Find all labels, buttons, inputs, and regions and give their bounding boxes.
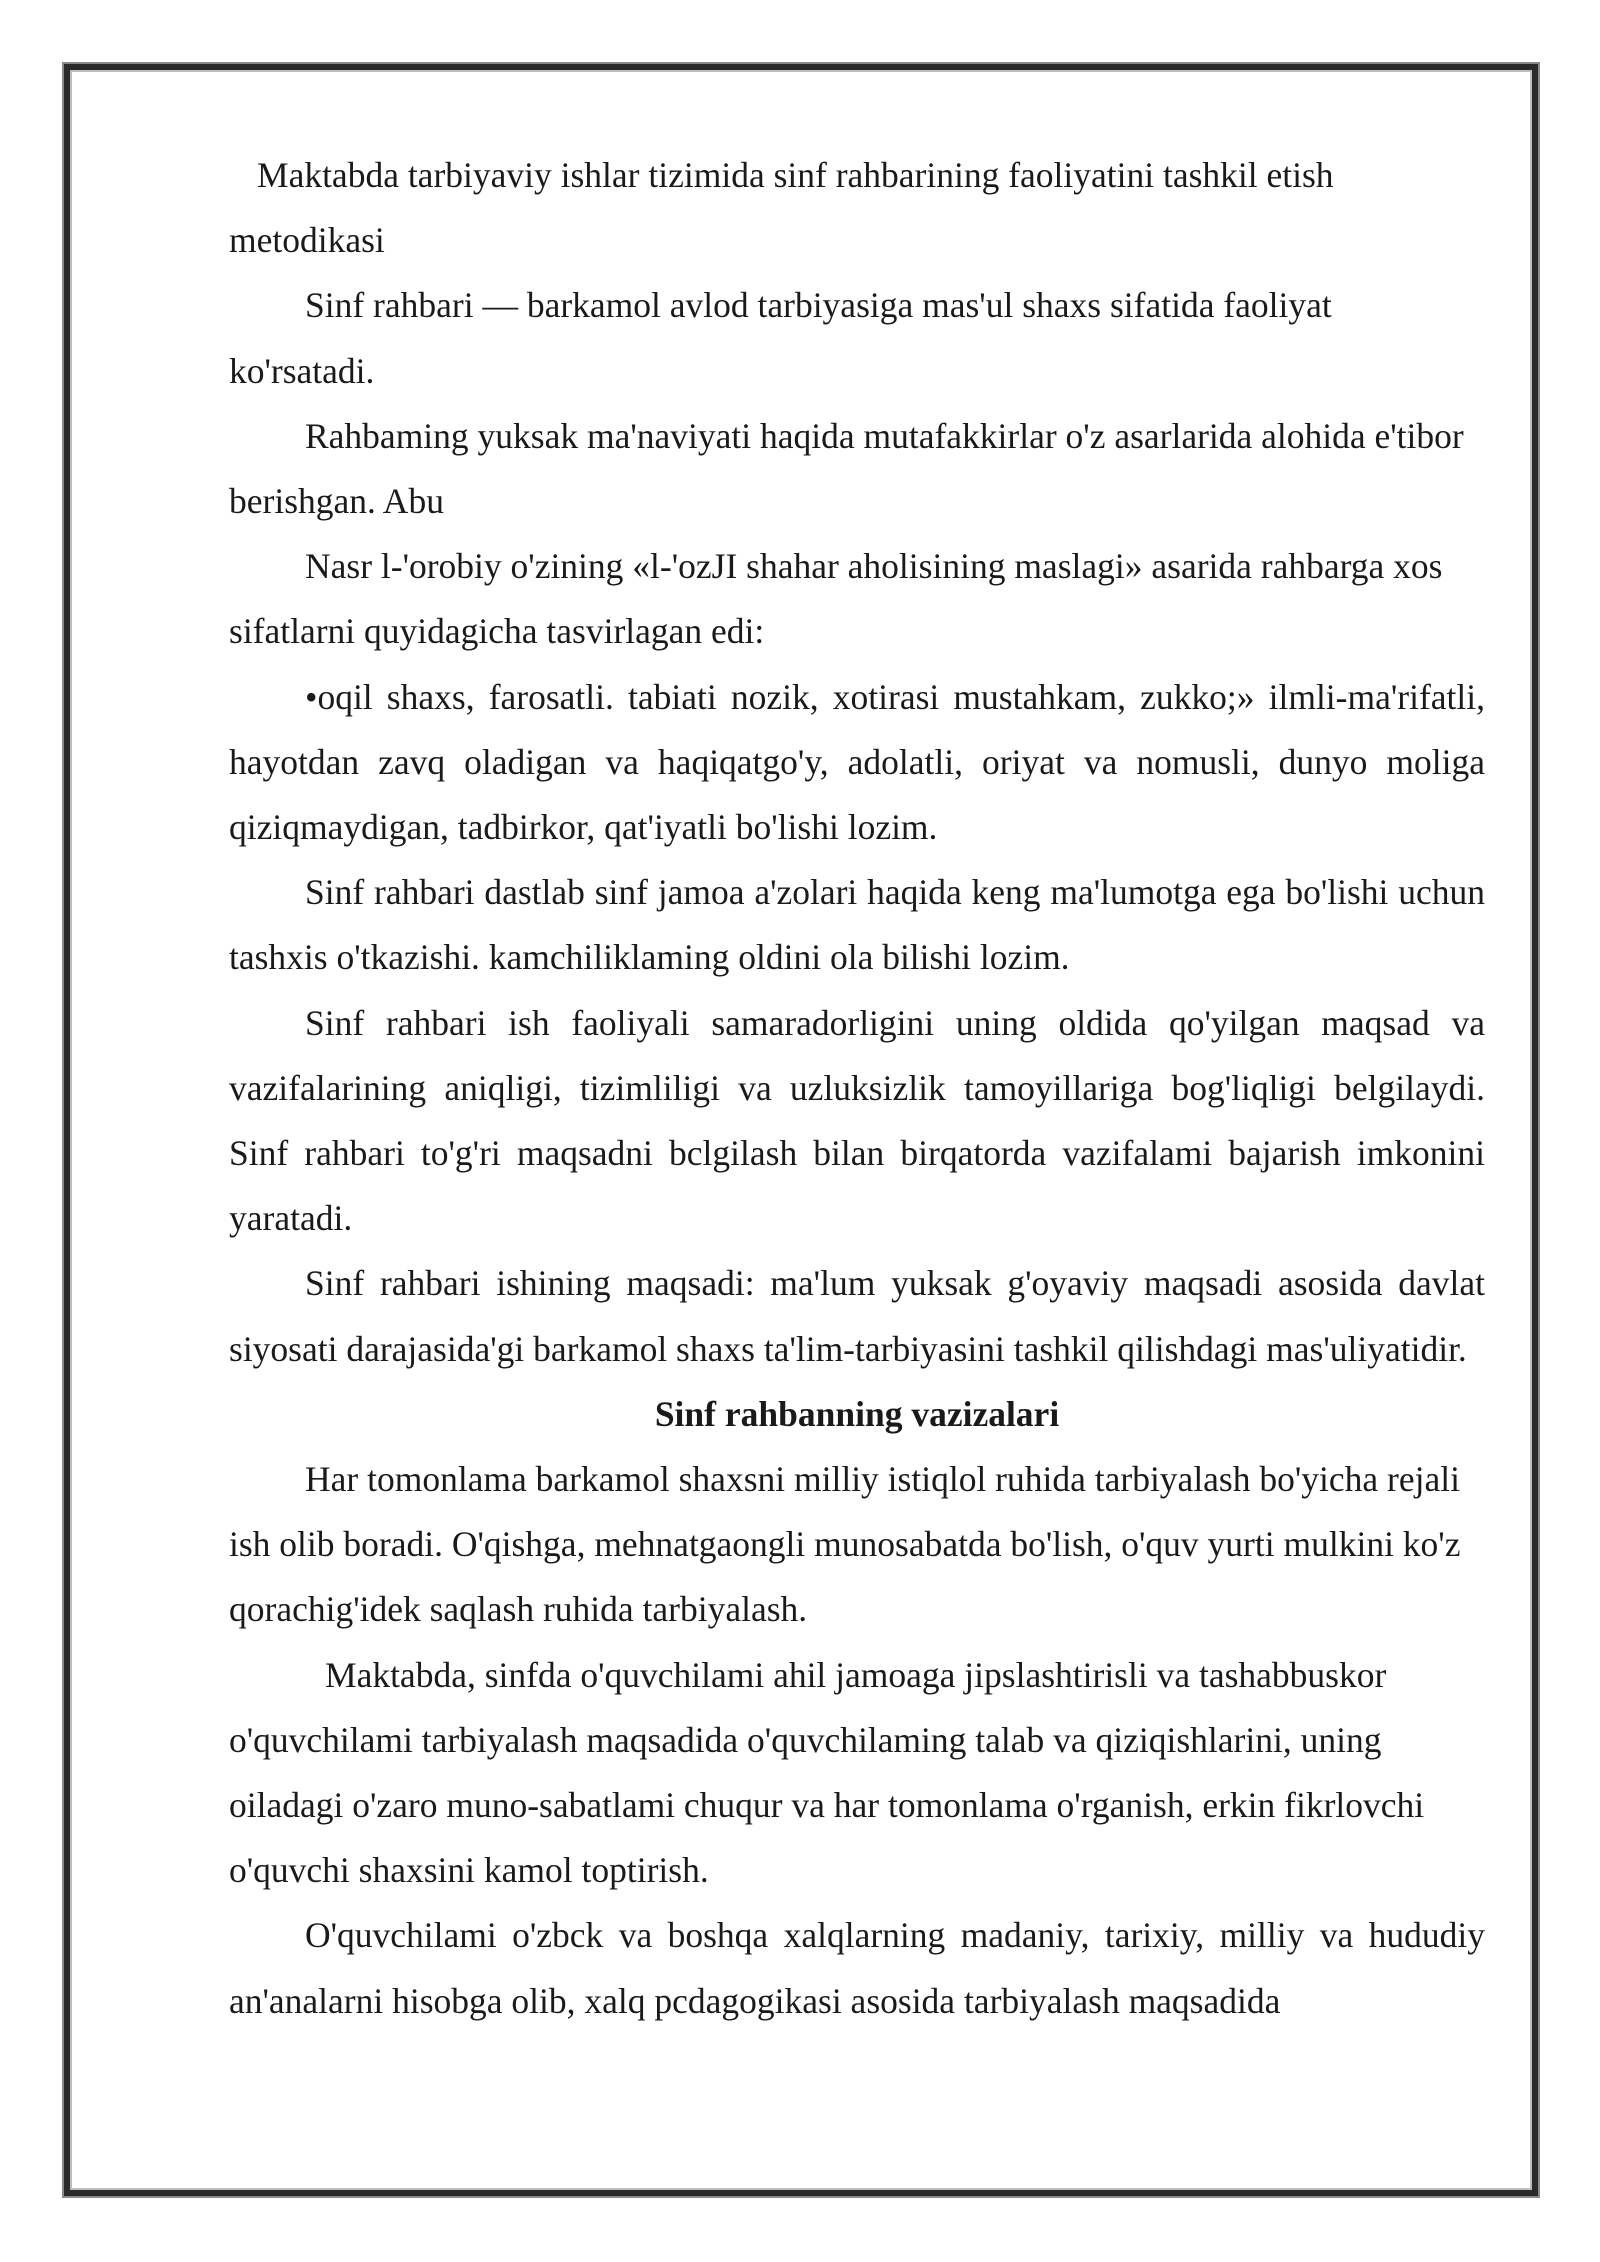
- paragraph: Har tomonlama barkamol shaxsni milliy istiqlol ruhida tarbiyalash bo'yicha rejali ish olib boradi. O'qishga, mehnatgaongli munosabatda bo'lish, o'quv yurti mulkini ko'z qorachig'idek saqlash ruhida tarbiyalash.: [229, 1459, 1461, 1630]
- section-heading: Sinf rahbanning vazizalari: [654, 1393, 1060, 1434]
- paragraph: Sinf rahbari dastlab sinf jamoa a'zolari haqida keng ma'lumotga ega bo'lishi uchun tashxis o'tkazishi. kamchiliklaming oldini ola bilishi lozim.: [229, 872, 1485, 978]
- paragraph: Rahbaming yuksak ma'naviyati haqida mutafakkirlar o'z asarlarida alohida e'tibor berishgan. Abu: [229, 415, 1464, 522]
- title-paragraph: Maktabda tarbiyaviy ishlar tizimida sinf rahbarining faoliyatini tashkil etish metodikasi: [229, 155, 1334, 261]
- paragraph: Nasr l-'orobiy o'zining «l-'ozJI shahar aholisining maslagi» asarida rahbarga xos sifatlarni quyidagicha tasvirlagan edi:: [229, 546, 1443, 652]
- paragraph: Sinf rahbari — barkamol avlod tarbiyasiga mas'ul shaxs sifatida faoliyat ko'rsatadi.: [229, 285, 1332, 391]
- paragraph: Sinf rahbari ish faoliyali samaradorligini uning oldida qo'yilgan maqsad va vazifalarining aniqligi, tizimliligi va uzluksizlik tamoyillariga bog'liqligi belgilaydi. Sinf rahbari to'g'ri maqsadni bclgilash bilan birqatorda vazifalami bajarish imkonini yaratadi.: [229, 1002, 1485, 1239]
- document-body: [229, 143, 1485, 2034]
- paragraph: O'quvchilami o'zbck va boshqa xalqlarning madaniy, tarixiy, milliy va hududiy an'analarni hisobga olib, xalq pcdagogikasi asosida tarbiyalash maqsadida: [229, 1915, 1485, 2021]
- paragraph: Sinf rahbari ishining maqsadi: ma'lum yuksak g'oyaviy maqsadi asosida davlat siyosati darajasida'gi barkamol shaxs ta'lim-tarbiyasini tashkil qilishdagi mas'uliyatidir.: [229, 1263, 1485, 1369]
- bullet-marker: •: [305, 676, 318, 717]
- paragraph: Maktabda, sinfda o'quvchilami ahil jamoaga jipslashtirisli va tashabbuskor o'quvchilami tarbiyalash maqsadida o'quvchilaming talab va qiziqishlarini, uning oiladagi o'zaro muno-sabatlami chuqur va har tomonlama o'rganish, erkin fikrlovchi o'quvchi shaxsini kamol toptirish.: [229, 1654, 1425, 1891]
- bullet-text: oqil shaxs, farosatli. tabiati nozik, xotirasi mustahkam, zukko;» ilmli-ma'rifatli, hayotdan zavq oladigan va haqiqatgo'y, adolatli, oriyat va nomusli, dunyo moliga qiziqmaydigan, tadbirkor, qat'iyatli bo'lishi lozim.: [229, 676, 1485, 848]
- bullet-paragraph: [229, 665, 1485, 861]
